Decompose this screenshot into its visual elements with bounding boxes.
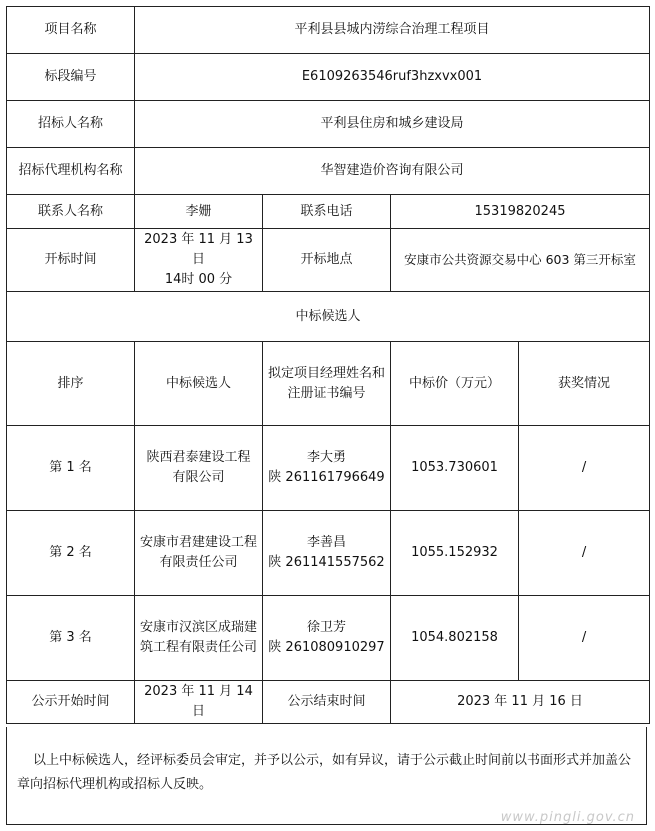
col-awards-header: 获奖情况 (519, 342, 650, 426)
phone-label: 联系电话 (263, 195, 391, 229)
candidates-section-title: 中标候选人 (7, 292, 650, 342)
col-manager-header-line2: 注册证书编号 (287, 385, 366, 401)
col-rank-header: 排序 (7, 342, 135, 426)
row-agency (7, 148, 650, 195)
candidate-rank: 第 2 名 (7, 511, 135, 596)
candidate-name-line1: 陕西君泰建设工程 (146, 450, 251, 465)
col-manager-header (263, 342, 391, 426)
manager-name: 徐卫芳 (306, 620, 346, 635)
phone-value: 15319820245 (391, 195, 650, 229)
tenderer-value: 平利县住房和城乡建设局 (135, 101, 650, 148)
candidate-name (135, 511, 263, 596)
candidate-manager (263, 596, 391, 681)
publicity-end-label: 公示结束时间 (263, 681, 391, 724)
candidate-price: 1054.802158 (391, 596, 519, 681)
publicity-end-value: 2023 年 11 月 16 日 (391, 681, 650, 724)
contact-label: 联系人名称 (7, 195, 135, 229)
candidate-name-line1: 安康市君建建设工程 (139, 535, 257, 550)
col-price-header: 中标价（万元） (391, 342, 519, 426)
project-name-value: 平利县县城内涝综合治理工程项目 (135, 7, 650, 54)
open-time-label: 开标时间 (7, 229, 135, 292)
agency-label: 招标代理机构名称 (7, 148, 135, 195)
row-project-name (7, 7, 650, 54)
publicity-start-label: 公示开始时间 (7, 681, 135, 724)
candidate-rank: 第 1 名 (7, 426, 135, 511)
table-row (7, 511, 650, 596)
row-candidates-title (7, 292, 650, 342)
tenderer-label: 招标人名称 (7, 101, 135, 148)
bid-result-table (6, 6, 650, 724)
row-opening (7, 229, 650, 292)
site-watermark: www.pingli.gov.cn (500, 810, 635, 825)
footer-note: 以上中标候选人，经评标委员会审定，并予以公示，如有异议，请于公示截止时间前以书面形式并加盖公章向招标代理机构或招标人反映。 (17, 753, 632, 792)
open-time-date: 2023 年 11 月 13 日 (144, 232, 253, 267)
manager-cert: 陕 261080910297 (268, 640, 385, 655)
table-row (7, 426, 650, 511)
candidate-name-line1: 安康市汉滨区成瑞建 (139, 620, 257, 635)
candidate-manager (263, 511, 391, 596)
section-no-label: 标段编号 (7, 54, 135, 101)
manager-name: 李善昌 (306, 535, 346, 550)
candidate-manager (263, 426, 391, 511)
row-contact (7, 195, 650, 229)
contact-value: 李姗 (135, 195, 263, 229)
open-place-value: 安康市公共资源交易中心 603 第三开标室 (391, 229, 650, 292)
row-tenderer (7, 101, 650, 148)
candidate-rank: 第 3 名 (7, 596, 135, 681)
candidate-price: 1055.152932 (391, 511, 519, 596)
project-name-label: 项目名称 (7, 7, 135, 54)
manager-name: 李大勇 (306, 450, 346, 465)
row-column-headers (7, 342, 650, 426)
candidate-name (135, 596, 263, 681)
publicity-start-value: 2023 年 11 月 14 日 (135, 681, 263, 724)
open-time-clock: 14时 00 分 (164, 272, 233, 287)
candidate-awards: / (519, 596, 650, 681)
candidate-awards: / (519, 426, 650, 511)
candidate-name-line2: 筑工程有限责任公司 (139, 640, 257, 655)
candidate-awards: / (519, 511, 650, 596)
open-time-value (135, 229, 263, 292)
candidate-name-line2: 有限责任公司 (159, 555, 238, 570)
candidate-name (135, 426, 263, 511)
candidate-name-line2: 有限公司 (172, 470, 225, 485)
manager-cert: 陕 261161796649 (268, 470, 385, 485)
section-no-value: E6109263546ruf3hzxvx001 (135, 54, 650, 101)
table-row (7, 596, 650, 681)
manager-cert: 陕 261141557562 (268, 555, 385, 570)
col-manager-header-line1: 拟定项目经理姓名和 (267, 365, 385, 381)
candidate-price: 1053.730601 (391, 426, 519, 511)
open-place-label: 开标地点 (263, 229, 391, 292)
col-candidate-header: 中标候选人 (135, 342, 263, 426)
row-publicity (7, 681, 650, 724)
row-section-no (7, 54, 650, 101)
agency-value: 华智建造价咨询有限公司 (135, 148, 650, 195)
